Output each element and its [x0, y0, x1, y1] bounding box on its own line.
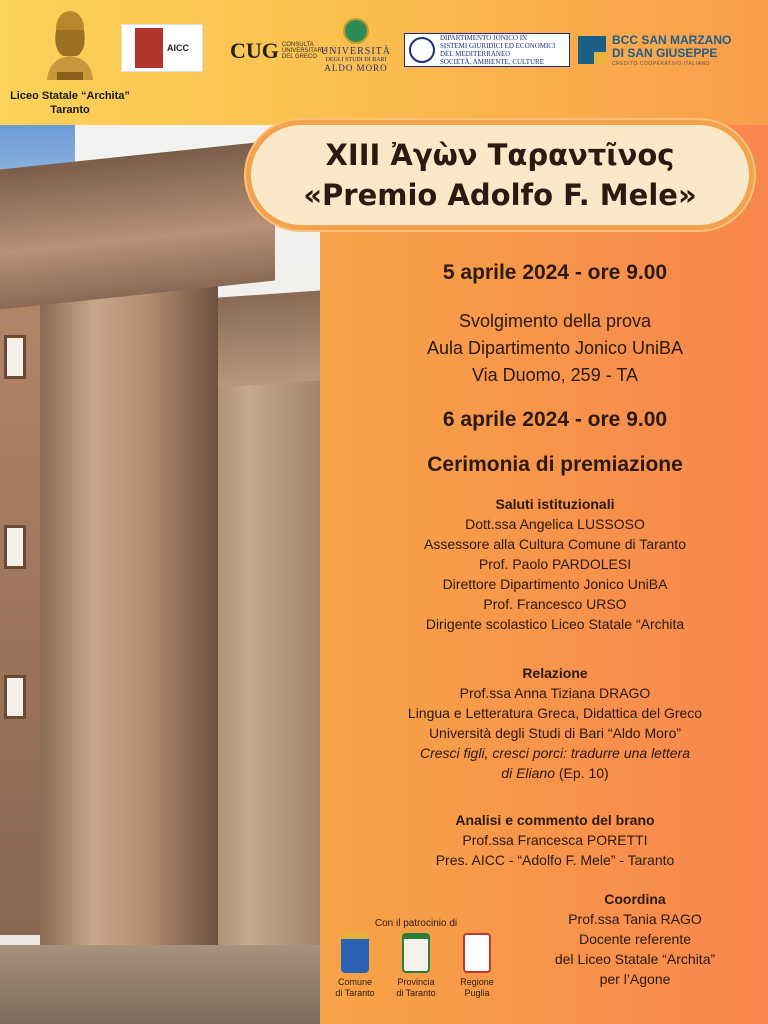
analisi-section: Analisi e commento del brano Prof.ssa Francesca PORETTI Pres. AICC - “Adolfo F. Mele” - Taranto [360, 810, 750, 870]
uniba-logo: UNIVERSITÀ DEGLI STUDI DI BARI ALDO MORO [318, 16, 394, 74]
relazione-section: Relazione Prof.ssa Anna Tiziana DRAGO Lingua e Letteratura Greca, Didattica del Greco Università degli Studi di Bari “Aldo Moro” Cresci figli, cresci porci: tradurre una lettera di Eliano (Ep. 10) [360, 663, 750, 783]
comune-taranto-logo: Comune di Taranto [326, 933, 384, 999]
bcc-mark-icon [578, 36, 606, 64]
relazione-heading: Relazione [522, 665, 588, 681]
aicc-emblem-icon [135, 28, 163, 68]
coordina-heading: Coordina [604, 891, 666, 907]
coordina-section: Coordina Prof.ssa Tania RAGO Docente referente del Liceo Statale “Archita” per l’Agone [520, 889, 750, 989]
comune-crest-icon [341, 933, 369, 973]
school-name: Liceo Statale “Archita” Taranto [10, 90, 130, 116]
uniba-seal-icon [343, 18, 369, 44]
dipartimento-seal-icon [409, 37, 435, 63]
regione-puglia-logo: Regione Puglia [448, 933, 506, 999]
analisi-heading: Analisi e commento del brano [455, 812, 655, 828]
day1-details: Svolgimento della prova Aula Dipartimento Jonico UniBA Via Duomo, 259 - TA [426, 311, 684, 385]
title-line-2: «Premio Adolfo F. Mele» [303, 178, 697, 212]
day1-date: 5 aprile 2024 - ore 9.00 [442, 261, 668, 284]
temple-columns-photo [0, 125, 320, 1024]
provincia-crest-icon [402, 933, 430, 973]
saluti-section: Saluti istituzionali Dott.ssa Angelica LUSSOSO Assessore alla Cultura Comune di Taranto Prof. Paolo PARDOLESI Direttore Dipartimento Jonico UniBA Prof. Francesco URSO Dirigente scolastico Liceo Statale “Archita [360, 494, 750, 634]
dipartimento-jonico-logo: DIPARTIMENTO JONICO IN SISTEMI GIURIDICI ED ECONOMICI DEL MEDITERRANEO SOCIETÀ, AMBIENTE, CULTURE [404, 33, 570, 67]
archita-bust-icon [39, 6, 101, 80]
logo-header [0, 0, 768, 125]
patronage-block: Con il patrocinio di Comune di Taranto Provincia di Taranto Regione Puglia [326, 918, 506, 999]
title-line-1: XIII Ἀγὼν Ταραντῖνος [325, 138, 675, 172]
bcc-logo: BCC SAN MARZANO DI SAN GIUSEPPE CREDITO COOPERATIVO ITALIANO [578, 30, 758, 70]
regione-crest-icon [463, 933, 491, 973]
cug-logo: CUG CONSULTA UNIVERSITARIA DEL GRECO [230, 38, 328, 63]
aicc-logo: AICC [121, 24, 203, 72]
ceremony-heading: Cerimonia di premiazione [427, 453, 683, 476]
event-title [246, 120, 754, 230]
day2-date: 6 aprile 2024 - ore 9.00 [442, 408, 668, 431]
school-logo [10, 6, 130, 117]
provincia-taranto-logo: Provincia di Taranto [387, 933, 445, 999]
saluti-heading: Saluti istituzionali [495, 496, 615, 512]
